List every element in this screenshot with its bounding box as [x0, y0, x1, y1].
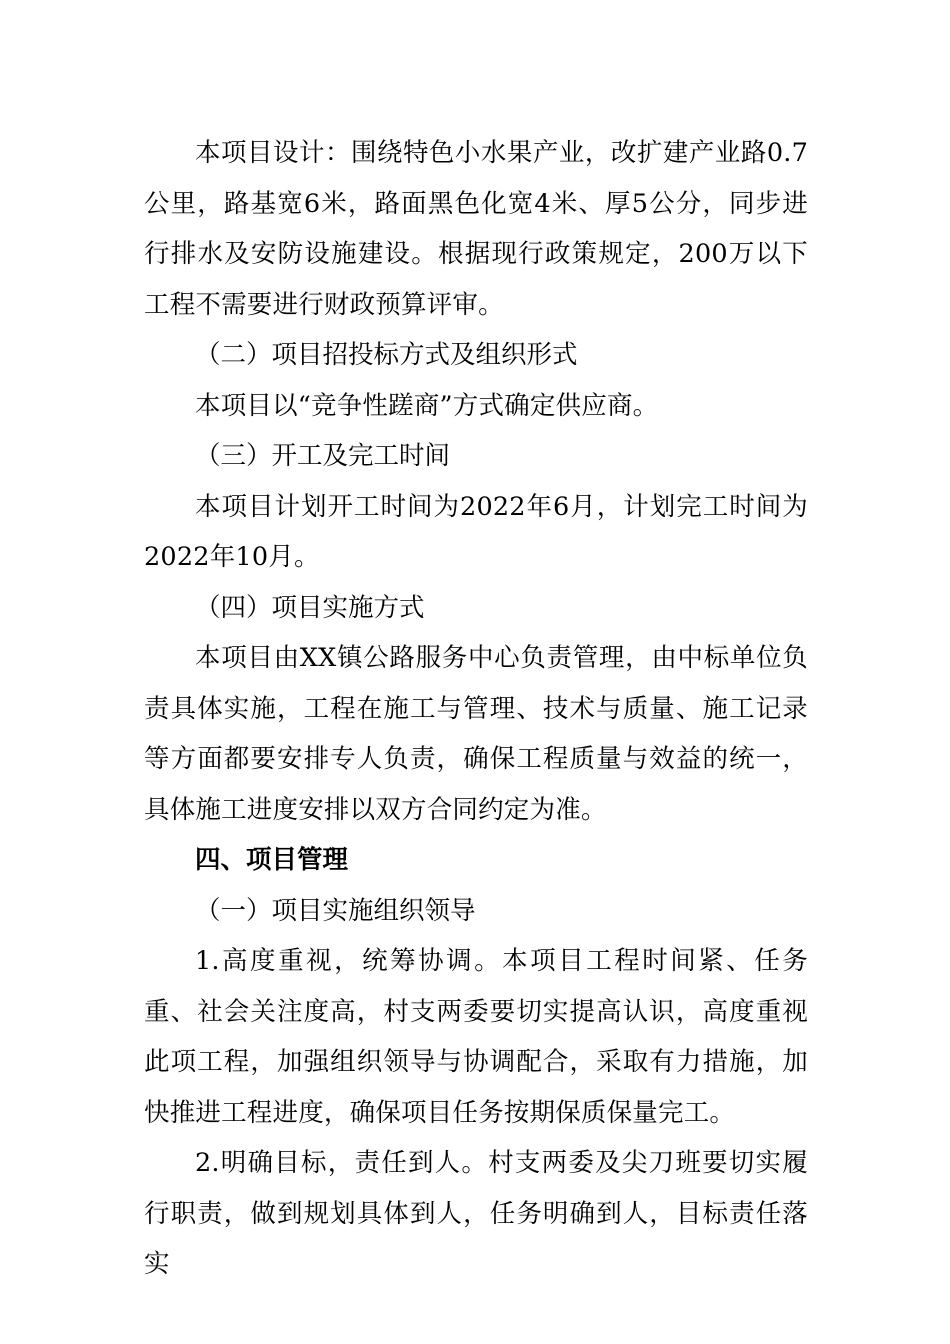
paragraph-item-1: 1.高度重视，统筹协调。本项目工程时间紧、任务重、社会关注度高，村支两委要切实提高认识，高度重视此项工程，加强组织领导与协调配合，采取有力措施，加快推进工程进度，确保项目任务按期保质保量完工。 — [144, 946, 808, 1128]
paragraph-schedule: 本项目计划开工时间为2022年6月，计划完工时间为2022年10月。 — [144, 491, 808, 572]
subheading-implementation: （四）项目实施方式 — [195, 592, 425, 623]
subheading-organization: （一）项目实施组织领导 — [195, 895, 476, 926]
paragraph-project-design: 本项目设计：围绕特色小水果产业，改扩建产业路0.7公里，路基宽6米，路面黑色化宽4米、厚5公分，同步进行排水及安防设施建设。根据现行政策规定，200万以下工程不需要进行财政预算评审。 — [144, 138, 808, 320]
paragraph-bidding-method: 本项目以“竞争性蹉商”方式确定供应商。 — [195, 390, 659, 421]
section-heading-project-management: 四、项目管理 — [195, 845, 349, 875]
subheading-schedule: （三）开工及完工时间 — [195, 441, 451, 471]
subheading-bidding-method: （二）项目招投标方式及组织形式 — [195, 340, 578, 370]
paragraph-item-2: 2.明确目标，责任到人。村支两委及尖刀班要切实履行职责，做到规划具体到人，任务明确到人，目标责任落实 — [144, 1148, 808, 1279]
document-body — [144, 128, 808, 1290]
paragraph-implementation: 本项目由XX镇公路服务中心负责管理，由中标单位负责具体实施，工程在施工与管理、技术与质量、施工记录等方面都要安排专人负责，确保工程质量与效益的统一，具体施工进度安排以双方合同约定为准。 — [144, 643, 808, 825]
